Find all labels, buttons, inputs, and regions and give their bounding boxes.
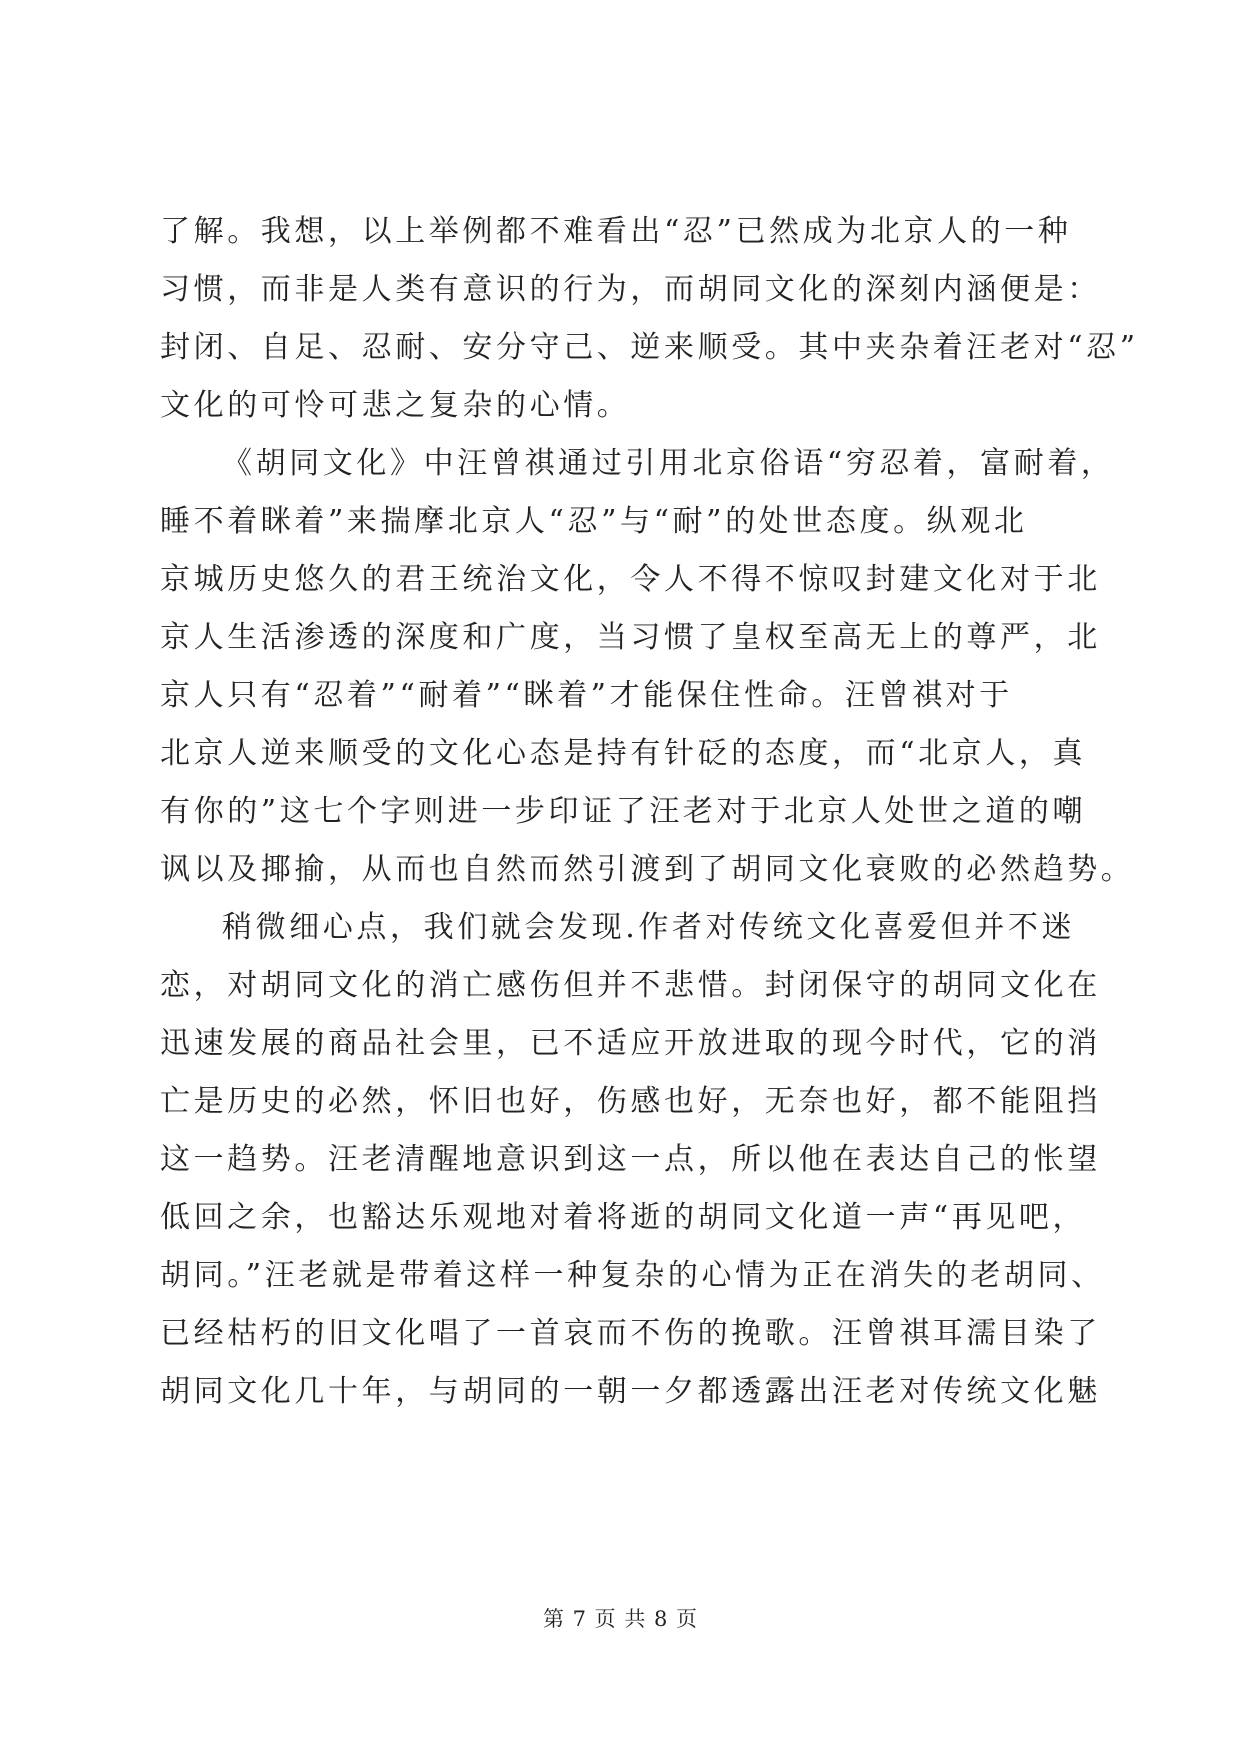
- text-line: 亡是历史的必然，怀旧也好，伤感也好，无奈也好，都不能阻挡: [160, 1084, 1101, 1119]
- text-line: 了解。我想，以上举例都不难看出“忍”已然成为北京人的一种: [160, 214, 1072, 249]
- text-line: 这一趋势。汪老清醒地意识到这一点，所以他在表达自己的怅望: [160, 1142, 1101, 1177]
- text-line: 迅速发展的商品社会里，已不适应开放进取的现今时代，它的消: [160, 1026, 1101, 1061]
- text-line: 习惯，而非是人类有意识的行为，而胡同文化的深刻内涵便是：: [160, 272, 1101, 307]
- text-line: 封闭、自足、忍耐、安分守己、逆来顺受。其中夹杂着汪老对“忍”: [160, 330, 1139, 365]
- text-line: 京人生活渗透的深度和广度，当习惯了皇权至高无上的尊严，北: [160, 620, 1101, 655]
- text-line: 京人只有“忍着”“耐着”“眯着”才能保住性命。汪曾祺对于: [160, 678, 1013, 713]
- text-line: 有你的”这七个字则进一步印证了汪老对于北京人处世之道的嘲: [160, 794, 1087, 829]
- text-line: 文化的可怜可悲之复杂的心情。: [160, 388, 631, 423]
- text-line: 睡不着眯着”来揣摩北京人“忍”与“耐”的处世态度。纵观北: [160, 504, 1028, 539]
- page-number-footer: 第 7 页 共 8 页: [542, 1607, 699, 1631]
- text-line: 京城历史悠久的君王统治文化，令人不得不惊叹封建文化对于北: [160, 562, 1101, 597]
- text-line: 胡同。”汪老就是带着这样一种复杂的心情为正在消失的老胡同、: [160, 1258, 1105, 1293]
- text-line: 北京人逆来顺受的文化心态是持有针砭的态度，而“北京人，真: [160, 736, 1087, 771]
- text-line: 低回之余，也豁达乐观地对着将逝的胡同文化道一声“再见吧，: [160, 1200, 1087, 1235]
- paragraph-first-line: 《胡同文化》中汪曾祺通过引用北京俗语“穷忍着，富耐着，: [222, 446, 1115, 481]
- text-line: 已经枯朽的旧文化唱了一首哀而不伤的挽歌。汪曾祺耳濡目染了: [160, 1316, 1101, 1351]
- text-line: 胡同文化几十年，与胡同的一朝一夕都透露出汪老对传统文化魅: [160, 1374, 1101, 1409]
- paragraph-first-line: 稍微细心点，我们就会发现.作者对传统文化喜爱但并不迷: [222, 910, 1076, 945]
- text-line: 恋，对胡同文化的消亡感伤但并不悲惜。封闭保守的胡同文化在: [160, 968, 1101, 1003]
- text-line: 讽以及揶揄，从而也自然而然引渡到了胡同文化衰败的必然趋势。: [160, 852, 1135, 887]
